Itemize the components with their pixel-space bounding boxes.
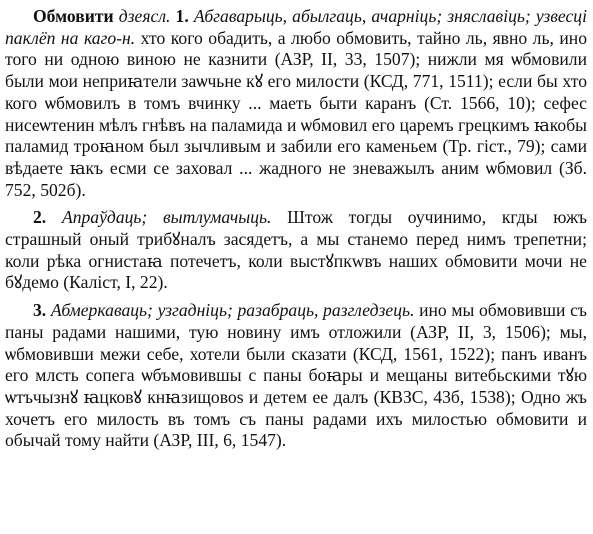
sense-3-paragraph — [5, 300, 587, 452]
sense-2-number: 2. — [33, 207, 47, 228]
sense-2-quotes: Штож тогды оучинимо, кгды южъ страшный оный трибꙋналъ засядетъ, а мы станемо перед нимъ трепетни; коли рѣка огнистаꙗ потечетъ, коли выстꙋпкwвъ наших обмовити мочи не бꙋдемо (Каліст, I, 22). — [5, 207, 588, 293]
sense-1-number: 1. — [175, 6, 189, 26]
sense-1-paragraph — [5, 6, 587, 201]
grammar-label: дзеясл. — [118, 6, 171, 26]
sense-1-definition: Абгаварыць, абылгаць, ачарніць; зняславіць; узвесці паклёп на каго-н. — [5, 6, 587, 48]
headword: Обмовити — [33, 6, 114, 26]
sense-3-number: 3. — [33, 300, 47, 321]
sense-2-definition: Апраўдаць; вытлумачыць. — [61, 207, 272, 228]
sense-3-definition: Абмеркаваць; узгадніць; разабраць, разгледзець. — [50, 300, 415, 321]
sense-1-quotes: хто кого обадить, а любо обмовить, тайно ль, явно ль, ино того ни одною виною не казнити (АЗР, II, 33, 1507); нижли мя ѡбмовили были мои неприꙗтели заѡчьне кꙋ его милости (КСД, 771, 1511); если бы хто кого ѡбмовилъ в томъ вчинку ... маеть быти каранъ (Ст. 1566, 10); сефес нисеѡтенин мѣлъ гнѣвъ на паламида и ѡбмовил его царемъ грецкимъ ꙗкобы паламид троꙗном был зычливым и забили его каменьем (Тр. гіст., 79); сами вѣдаете ꙗкъ есми се заховал ... жадного не зневажылъ аним ѡбмовил (Зб. 752, 502б). — [5, 27, 587, 200]
sense-2-paragraph — [5, 207, 587, 294]
sense-3-quotes: ино мы обмовивши съ паны радами нашими, тую новину имъ отложили (АЗР, II, 3, 1506); мы, ѡбмовивши межи себе, хотели были сказати (КСД, 1561, 1522); панъ иванъ его млсть сопега ѡбъмовившы с паны боꙗры и мещаны витебьскими тꙋю ѡтъчызнꙋ ꙗцковꙋ кнꙗзищовоѕ и детем ее далъ (КВЗС, 43б, 1538); Одно жъ хочетъ его милость въ томъ съ паны радами ихъ милостью обмовити и обычай тому найти (АЗР, III, 6, 1547). — [5, 300, 588, 451]
